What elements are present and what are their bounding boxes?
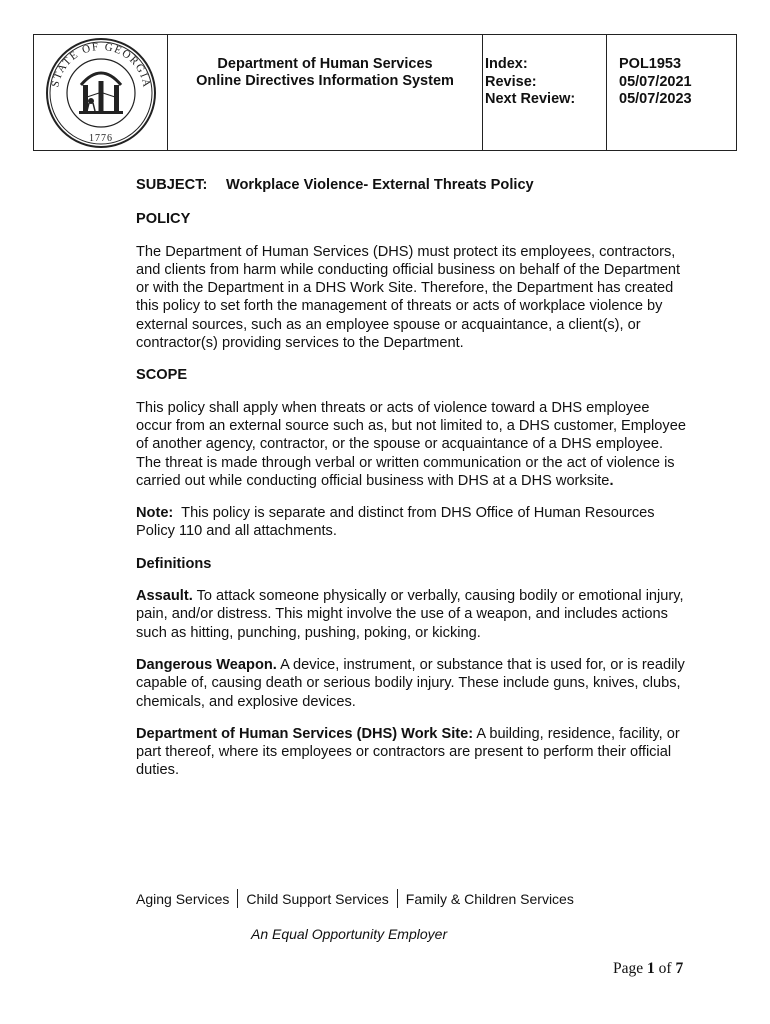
page-of: of <box>658 960 672 977</box>
footer-divider <box>237 889 238 908</box>
equal-opportunity-text: An Equal Opportunity Employer <box>251 926 448 942</box>
page-total: 7 <box>675 960 684 977</box>
seal-cell <box>34 35 168 150</box>
definition-item <box>136 725 688 780</box>
georgia-seal-icon <box>45 37 157 149</box>
page-number <box>613 960 683 978</box>
page-prefix: Page <box>613 960 644 977</box>
footer-service: Child Support Services <box>246 890 389 907</box>
scope-paragraph <box>136 399 688 490</box>
next-review-label: Next Review: <box>485 91 576 107</box>
system-name: Online Directives Information System <box>196 73 454 89</box>
subject-label: SUBJECT: <box>136 177 208 193</box>
revise-value: 05/07/2021 <box>619 73 692 90</box>
header-table <box>33 34 737 151</box>
seal-year: 1776 <box>88 132 113 144</box>
footer-services <box>136 889 574 908</box>
next-review-value: 05/07/2023 <box>619 91 692 107</box>
scope-end: . <box>609 472 614 489</box>
page-current: 1 <box>647 960 655 977</box>
index-value: POL1953 <box>619 56 682 72</box>
scope-heading: SCOPE <box>136 367 188 384</box>
header-values-cell <box>607 35 736 150</box>
footer-service: Family & Children Services <box>405 890 574 907</box>
document-body <box>136 176 688 794</box>
subject-value: Workplace Violence- External Threats Policy <box>226 177 534 193</box>
header-title-cell <box>168 35 483 150</box>
definition-text: To attack someone physically or verbally, causing bodily or emotional injury, pain, and/or distress. This might involve the use of a weapon, and includes actions such as hitting, punching, pushing, poking, or kicking. <box>136 588 684 641</box>
policy-heading: POLICY <box>136 211 191 228</box>
note-paragraph <box>136 504 688 541</box>
scope-text: This policy shall apply when threats or acts of violence toward a DHS employee occur from an external source such as, but not limited to, a DHS customer, Employee of another agency, contractor, or the spouse or acquaintance of a DHS employee. The threat is made through verbal or written communication or the act of violence is carried out while conducting official business with DHS at a DHS worksite <box>136 399 686 489</box>
note-text: This policy is separate and distinct from DHS Office of Human Resources Policy 110 and all attachments. <box>136 505 655 540</box>
definition-item <box>136 656 688 711</box>
subject-line <box>136 176 688 194</box>
department-name: Department of Human Services <box>217 56 433 72</box>
index-label: Index: <box>485 56 528 72</box>
definitions-heading: Definitions <box>136 555 212 572</box>
policy-text: The Department of Human Services (DHS) must protect its employees, contractors, and clients from harm while conducting official business on behalf of the Department or with the Department in a DHS Work Site. Therefore, the Department has created this policy to set forth the management of threats or acts of workplace violence by external sources, such as an employee spouse or acquaintance, a client(s), or contractor(s) providing services to the Department. <box>136 243 681 352</box>
footer-divider <box>397 889 398 908</box>
seal-text: STATE OF GEORGIA <box>48 40 153 89</box>
definition-text: A device, instrument, or substance that is used for, or is readily capable of, causing death or serious bodily injury. These include guns, knives, clubs, chemicals, and explosive devices. <box>136 656 685 710</box>
definition-item <box>136 587 688 642</box>
footer-service: Aging Services <box>136 890 230 907</box>
header-labels-cell <box>483 35 607 150</box>
note-label: Note: <box>136 505 174 522</box>
definition-term: Department of Human Services (DHS) Work Site: <box>136 725 474 742</box>
definition-text: A building, residence, facility, or part thereof, where its employees or contractors are present to perform their official duties. <box>136 725 680 779</box>
definition-term: Assault. <box>136 588 193 605</box>
definition-term: Dangerous Weapon. <box>136 656 277 673</box>
revise-label: Revise: <box>485 73 537 90</box>
